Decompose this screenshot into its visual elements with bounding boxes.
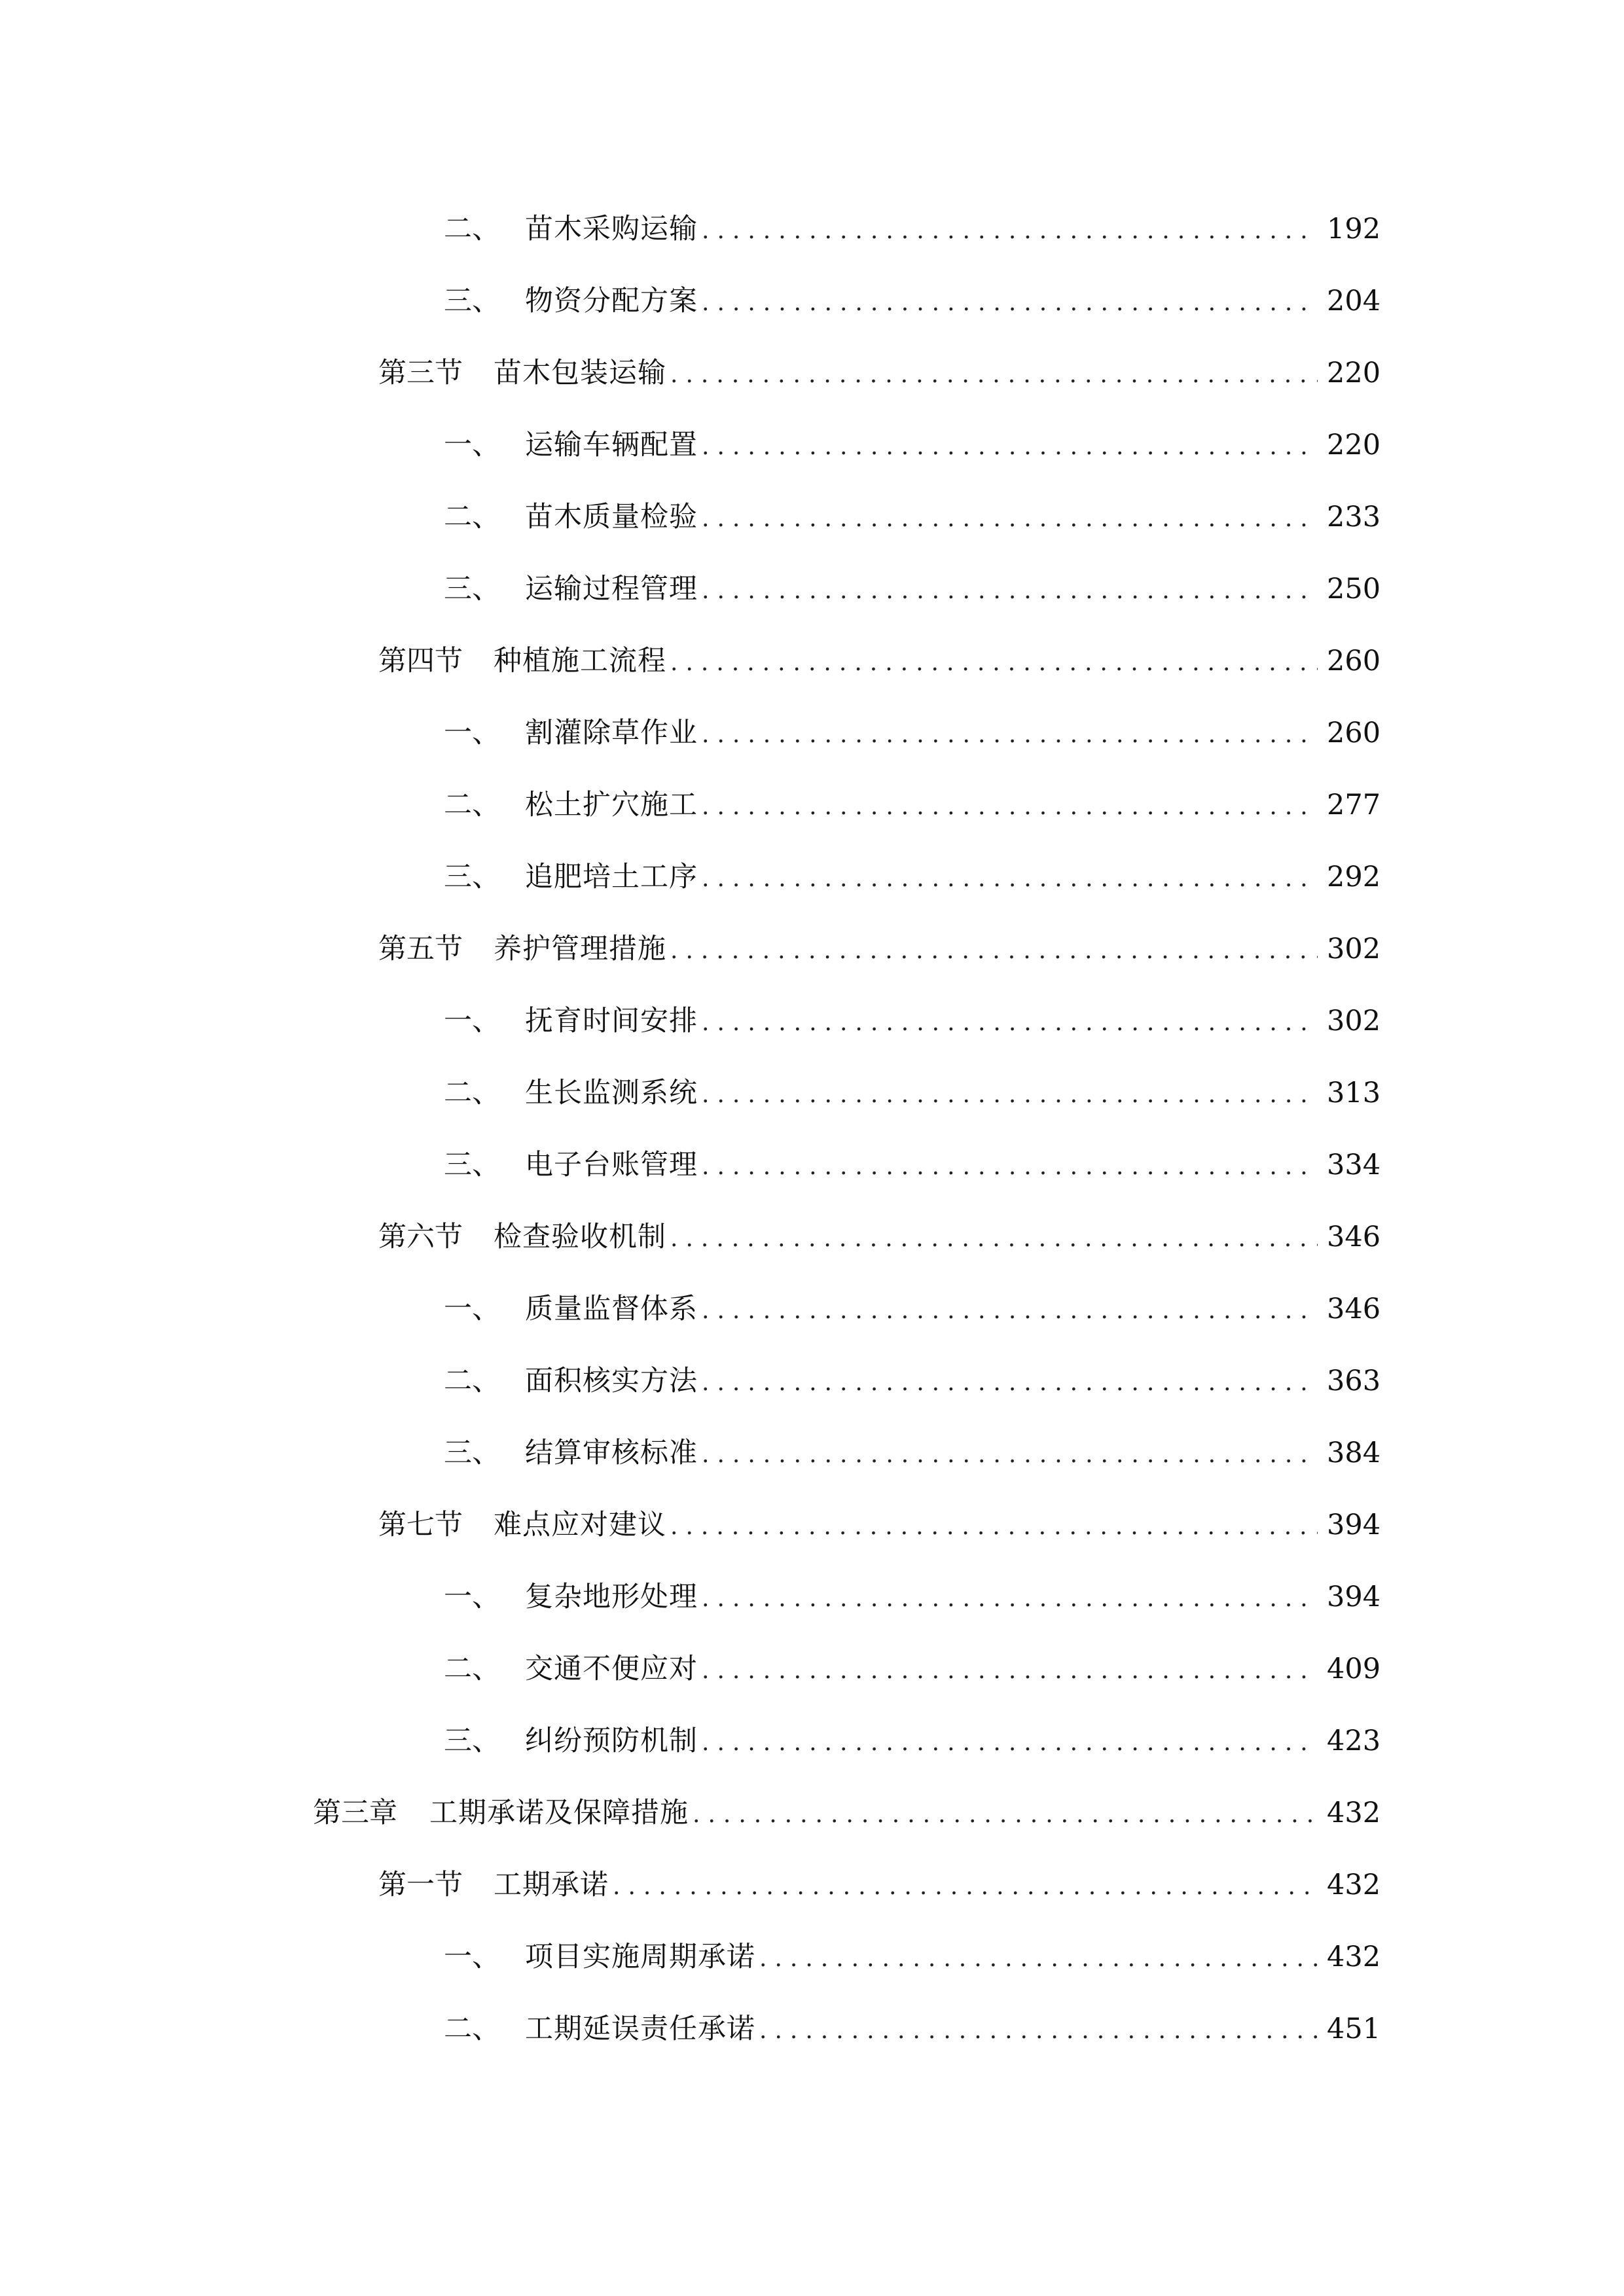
toc-entry-title: 追肥培土工序: [525, 861, 698, 893]
toc-dot-leader: [702, 787, 1318, 827]
toc-entry-title: 工期延误责任承诺: [525, 2013, 755, 2045]
toc-entry-title: 苗木采购运输: [525, 213, 698, 245]
toc-entry-page: 220: [1327, 357, 1381, 389]
toc-entry-title: 难点应对建议: [494, 1509, 666, 1541]
toc-entry[interactable]: [444, 857, 1379, 897]
toc-dot-leader: [702, 859, 1318, 899]
toc-entry[interactable]: [444, 1289, 1379, 1329]
toc-entry-number: 第一节: [378, 1869, 463, 1901]
toc-entry[interactable]: [378, 641, 1379, 681]
toc-entry[interactable]: [444, 497, 1379, 537]
toc-entry[interactable]: [444, 1721, 1379, 1761]
toc-entry[interactable]: [444, 1937, 1379, 1977]
toc-entry-page: 292: [1327, 861, 1381, 893]
toc-entry[interactable]: [444, 1001, 1379, 1041]
toc-entry-page: 250: [1327, 573, 1381, 605]
toc-entry[interactable]: [444, 1073, 1379, 1113]
toc-dot-leader: [702, 1579, 1318, 1619]
toc-entry-page: 432: [1327, 1869, 1381, 1901]
toc-entry-number: 第七节: [378, 1509, 463, 1541]
toc-entry[interactable]: [444, 1145, 1379, 1185]
toc-dot-leader: [613, 1867, 1318, 1907]
toc-entry-title: 松土扩穴施工: [525, 789, 698, 821]
toc-entry-title: 质量监督体系: [525, 1293, 698, 1325]
toc-entry-page: 346: [1327, 1221, 1381, 1253]
toc-entry-number: 一、: [444, 1293, 500, 1325]
toc-entry-number: 第六节: [378, 1221, 463, 1253]
toc-entry-page: 394: [1327, 1509, 1381, 1541]
toc-entry[interactable]: [444, 1361, 1379, 1401]
toc-entry-page: 192: [1327, 213, 1381, 245]
toc-dot-leader: [670, 1507, 1318, 1547]
toc-entry-title: 运输车辆配置: [525, 429, 698, 461]
toc-entry-number: 三、: [444, 1149, 500, 1181]
toc-entry[interactable]: [378, 1865, 1379, 1905]
toc-entry[interactable]: [444, 209, 1379, 249]
toc-entry-number: 三、: [444, 573, 500, 605]
toc-entry-number: 二、: [444, 1653, 500, 1685]
toc-entry-number: 三、: [444, 285, 500, 317]
toc-entry-number: 二、: [444, 501, 500, 533]
toc-dot-leader: [759, 1939, 1318, 1979]
toc-entry-number: 二、: [444, 1077, 500, 1109]
toc-entry-page: 423: [1327, 1725, 1381, 1757]
toc-entry-page: 302: [1327, 933, 1381, 965]
toc-entry-title: 交通不便应对: [525, 1653, 698, 1685]
toc-entry-page: 277: [1327, 789, 1381, 821]
toc-entry-title: 面积核实方法: [525, 1365, 698, 1397]
toc-entry-title: 工期承诺及保障措施: [429, 1797, 689, 1829]
toc-entry[interactable]: [378, 353, 1379, 393]
toc-entry-page: 363: [1327, 1365, 1381, 1397]
toc-entry-title: 割灌除草作业: [525, 717, 698, 749]
toc-entry-title: 养护管理措施: [494, 933, 666, 965]
toc-dot-leader: [702, 211, 1318, 251]
toc-entry-page: 346: [1327, 1293, 1381, 1325]
toc-dot-leader: [670, 931, 1318, 971]
toc-entry-number: 二、: [444, 1365, 500, 1397]
toc-dot-leader: [702, 1075, 1318, 1115]
toc-dot-leader: [702, 1723, 1318, 1763]
toc-entry[interactable]: [444, 713, 1379, 753]
toc-dot-leader: [702, 715, 1318, 755]
toc-entry-title: 结算审核标准: [525, 1437, 698, 1469]
toc-entry[interactable]: [378, 1217, 1379, 1257]
toc-entry-page: 409: [1327, 1653, 1381, 1685]
toc-entry-page: 432: [1327, 1941, 1381, 1973]
toc-entry[interactable]: [378, 1505, 1379, 1545]
toc-entry-number: 第四节: [378, 645, 463, 677]
toc-entry-title: 项目实施周期承诺: [525, 1941, 755, 1973]
toc-entry-page: 313: [1327, 1077, 1381, 1109]
toc-entry-page: 334: [1327, 1149, 1381, 1181]
toc-entry-number: 第三节: [378, 357, 463, 389]
toc-entry[interactable]: [444, 1649, 1379, 1689]
toc-entry-number: 第三章: [313, 1797, 397, 1829]
toc-entry-number: 一、: [444, 717, 500, 749]
toc-entry-title: 运输过程管理: [525, 573, 698, 605]
toc-entry[interactable]: [444, 2009, 1379, 2049]
toc-dot-leader: [670, 1219, 1318, 1259]
toc-dot-leader: [702, 1003, 1318, 1043]
toc-entry-number: 一、: [444, 1941, 500, 1973]
toc-entry-title: 复杂地形处理: [525, 1581, 698, 1613]
toc-dot-leader: [693, 1795, 1318, 1835]
toc-entry-title: 工期承诺: [494, 1869, 609, 1901]
toc-entry-number: 一、: [444, 1581, 500, 1613]
toc-entry-title: 种植施工流程: [494, 645, 666, 677]
toc-entry-number: 一、: [444, 1005, 500, 1037]
toc-entry-number: 第五节: [378, 933, 463, 965]
toc-entry-number: 二、: [444, 213, 500, 245]
toc-entry-title: 苗木包装运输: [494, 357, 666, 389]
toc-dot-leader: [702, 571, 1318, 611]
toc-entry-page: 451: [1327, 2013, 1381, 2045]
toc-entry[interactable]: [444, 785, 1379, 825]
toc-entry-page: 432: [1327, 1797, 1381, 1829]
toc-dot-leader: [759, 2011, 1318, 2051]
toc-entry-number: 二、: [444, 789, 500, 821]
toc-entry-title: 苗木质量检验: [525, 501, 698, 533]
toc-entry-page: 394: [1327, 1581, 1381, 1613]
toc-entry-title: 检查验收机制: [494, 1221, 666, 1253]
toc-entry-title: 物资分配方案: [525, 285, 698, 317]
toc-dot-leader: [702, 499, 1318, 539]
toc-entry-title: 抚育时间安排: [525, 1005, 698, 1037]
toc-dot-leader: [702, 427, 1318, 467]
toc-dot-leader: [702, 283, 1318, 323]
toc-entry-number: 一、: [444, 429, 500, 461]
toc-entry-page: 220: [1327, 429, 1381, 461]
toc-entry-number: 三、: [444, 1725, 500, 1757]
toc-entry-page: 204: [1327, 285, 1381, 317]
toc-entry[interactable]: [444, 1577, 1379, 1617]
toc-entry-page: 260: [1327, 717, 1381, 749]
toc-entry-title: 电子台账管理: [525, 1149, 698, 1181]
toc-dot-leader: [702, 1435, 1318, 1475]
toc-entry[interactable]: [444, 281, 1379, 321]
toc-dot-leader: [702, 1651, 1318, 1691]
toc-entry[interactable]: [444, 569, 1379, 609]
toc-entry-number: 二、: [444, 2013, 500, 2045]
toc-entry-page: 233: [1327, 501, 1381, 533]
toc-entry-number: 三、: [444, 1437, 500, 1469]
toc-dot-leader: [702, 1291, 1318, 1331]
toc-entry-page: 302: [1327, 1005, 1381, 1037]
toc-entry[interactable]: [444, 425, 1379, 465]
toc-entry[interactable]: [313, 1793, 1379, 1833]
toc-dot-leader: [670, 643, 1318, 683]
toc-entry-title: 纠纷预防机制: [525, 1725, 698, 1757]
toc-dot-leader: [702, 1147, 1318, 1187]
toc-entry-number: 三、: [444, 861, 500, 893]
toc-entry-title: 生长监测系统: [525, 1077, 698, 1109]
toc-entry-page: 260: [1327, 645, 1381, 677]
toc-dot-leader: [670, 355, 1318, 395]
toc-entry[interactable]: [444, 1433, 1379, 1473]
toc-entry[interactable]: [378, 929, 1379, 969]
toc-dot-leader: [702, 1363, 1318, 1403]
toc-entry-page: 384: [1327, 1437, 1381, 1469]
